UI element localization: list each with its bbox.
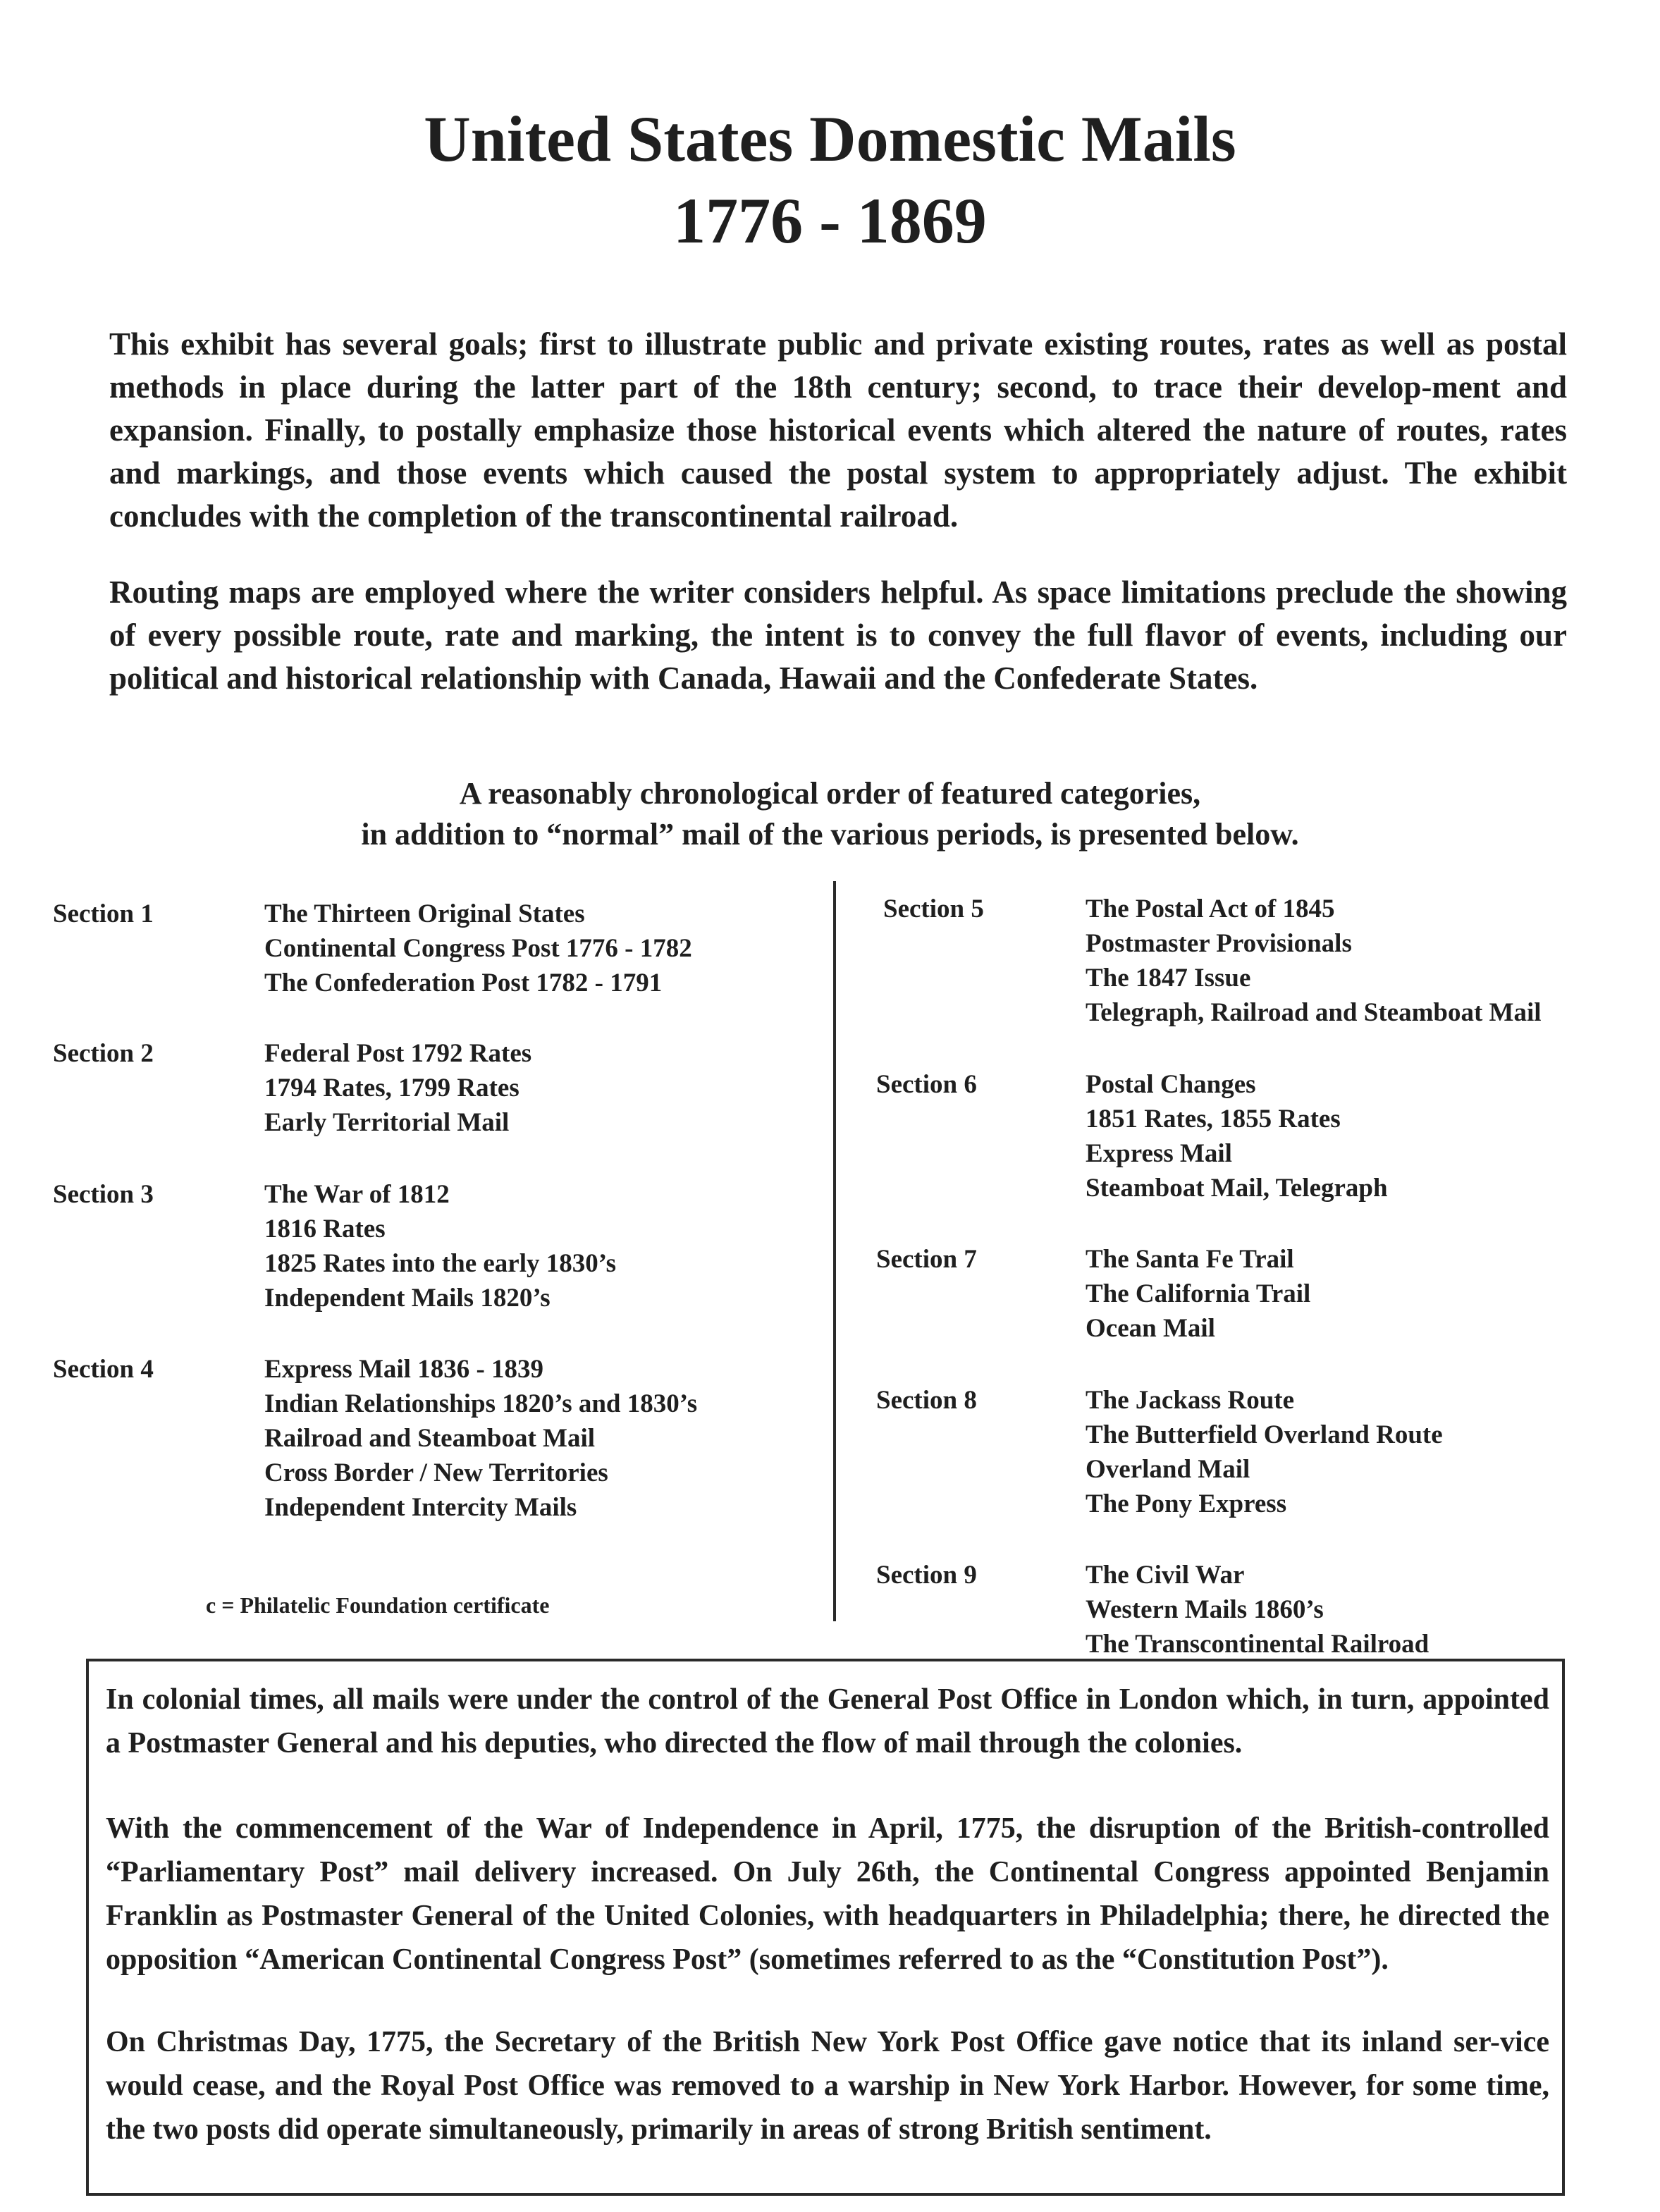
list-item: The Santa Fe Trail [1086,1245,1294,1274]
list-item: The Thirteen Original States [264,899,585,928]
section-1-label: Section 1 [53,899,154,928]
section-5-label: Section 5 [883,895,984,923]
history-paragraph-christmas: On Christmas Day, 1775, the Secretary of the British New York Post Office gave notice that its inland ser-vice would cease, and the Royal Post Office was removed to a warship in New York Harbor. However, for some time, the two posts did operate simultaneously, primarily in areas of strong British sentiment. [106,2026,1549,2146]
sections-lead-line-2: in addition to “normal” mail of the various periods, is presented below. [361,817,1299,852]
section-4-items [264,1352,697,1525]
list-item: Postmaster Provisionals [1086,929,1352,958]
list-item: Express Mail [1086,1139,1232,1168]
history-paragraph-independence: With the commencement of the War of Independence in April, 1775, the disruption of the British-controlled “Parliamentary Post” mail delivery increased. On July 26th, the Continental Congress appointed Benjamin Franklin as Postmaster General of the United Colonies, with headquarters in Philadelphia; there, he directed the opposition “American Continental Congress Post” (sometimes referred to as the “Constitution Post”). [106,1812,1549,1976]
history-paragraph-colonial: In colonial times, all mails were under the control of the General Post Office in London which, in turn, appointed a Postmaster General and his deputies, who directed the flow of mail through the colonies. [106,1683,1549,1759]
section-3-items [264,1177,616,1315]
list-item: Western Mails 1860’s [1086,1595,1324,1624]
list-item: Express Mail 1836 - 1839 [264,1355,544,1384]
section-3-label: Section 3 [53,1180,154,1209]
page-title: United States Domestic Mails [424,103,1236,175]
list-item: Independent Intercity Mails [264,1493,577,1522]
list-item: Federal Post 1792 Rates [264,1039,532,1068]
list-item: Postal Changes [1086,1070,1256,1099]
list-item: The Butterfield Overland Route [1086,1420,1443,1449]
section-8-items [1086,1383,1443,1521]
list-item: The Postal Act of 1845 [1086,895,1335,923]
section-7-items [1086,1242,1310,1346]
list-item: The War of 1812 [264,1180,450,1209]
section-4-label: Section 4 [53,1355,154,1384]
section-7-label: Section 7 [876,1245,977,1274]
list-item: The Civil War [1086,1561,1245,1590]
list-item: Cross Border / New Territories [264,1458,608,1487]
list-item: Telegraph, Railroad and Steamboat Mail [1086,998,1542,1027]
list-item: Indian Relationships 1820’s and 1830’s [264,1389,698,1418]
list-item: Continental Congress Post 1776 - 1782 [264,934,692,963]
certificate-footnote: c = Philatelic Foundation certificate [206,1592,550,1618]
list-item: The California Trail [1086,1279,1311,1308]
section-2-label: Section 2 [53,1039,154,1068]
list-item: The Confederation Post 1782 - 1791 [264,969,663,997]
section-2-items [264,1036,531,1140]
list-item: The Jackass Route [1086,1386,1295,1415]
page-subtitle-dates: 1776 - 1869 [673,185,987,257]
list-item: Ocean Mail [1086,1314,1215,1343]
column-divider [833,881,836,1621]
intro-paragraph-goals: This exhibit has several goals; first to illustrate public and private existing routes, rates as well as postal methods in place during the latter part of the 18th century; second, to trace their develop-ment and expansion. Finally, to postally emphasize those historical events which altered the nature of routes, rates and markings, and those events which caused the postal system to appropriately adjust. The exhibit concludes with the completion of the transcontinental railroad. [109,326,1567,534]
section-6-items [1086,1067,1388,1205]
list-item: 1794 Rates, 1799 Rates [264,1074,519,1102]
list-item: The Pony Express [1086,1489,1287,1518]
list-item: Independent Mails 1820’s [264,1284,551,1313]
sections-lead-line-1: A reasonably chronological order of featured categories, [459,776,1201,811]
list-item: Overland Mail [1086,1455,1250,1484]
list-item: 1825 Rates into the early 1830’s [264,1249,617,1278]
section-9-items [1086,1558,1429,1661]
list-item: Early Territorial Mail [264,1108,510,1137]
section-9-label: Section 9 [876,1561,977,1590]
list-item: 1816 Rates [264,1215,386,1243]
list-item: Railroad and Steamboat Mail [264,1424,596,1453]
intro-paragraph-maps: Routing maps are employed where the writer considers helpful. As space limitations preclude the showing of every possible route, rate and marking, the intent is to convey the full flavor of events, including our political and historical relationship with Canada, Hawaii and the Confederate States. [109,574,1567,696]
section-1-items [264,897,692,1000]
section-8-label: Section 8 [876,1386,977,1415]
list-item: 1851 Rates, 1855 Rates [1086,1105,1341,1133]
section-6-label: Section 6 [876,1070,977,1099]
section-5-items [1086,892,1542,1030]
list-item: Steamboat Mail, Telegraph [1086,1174,1388,1203]
list-item: The 1847 Issue [1086,964,1251,993]
list-item: The Transcontinental Railroad [1086,1630,1430,1659]
